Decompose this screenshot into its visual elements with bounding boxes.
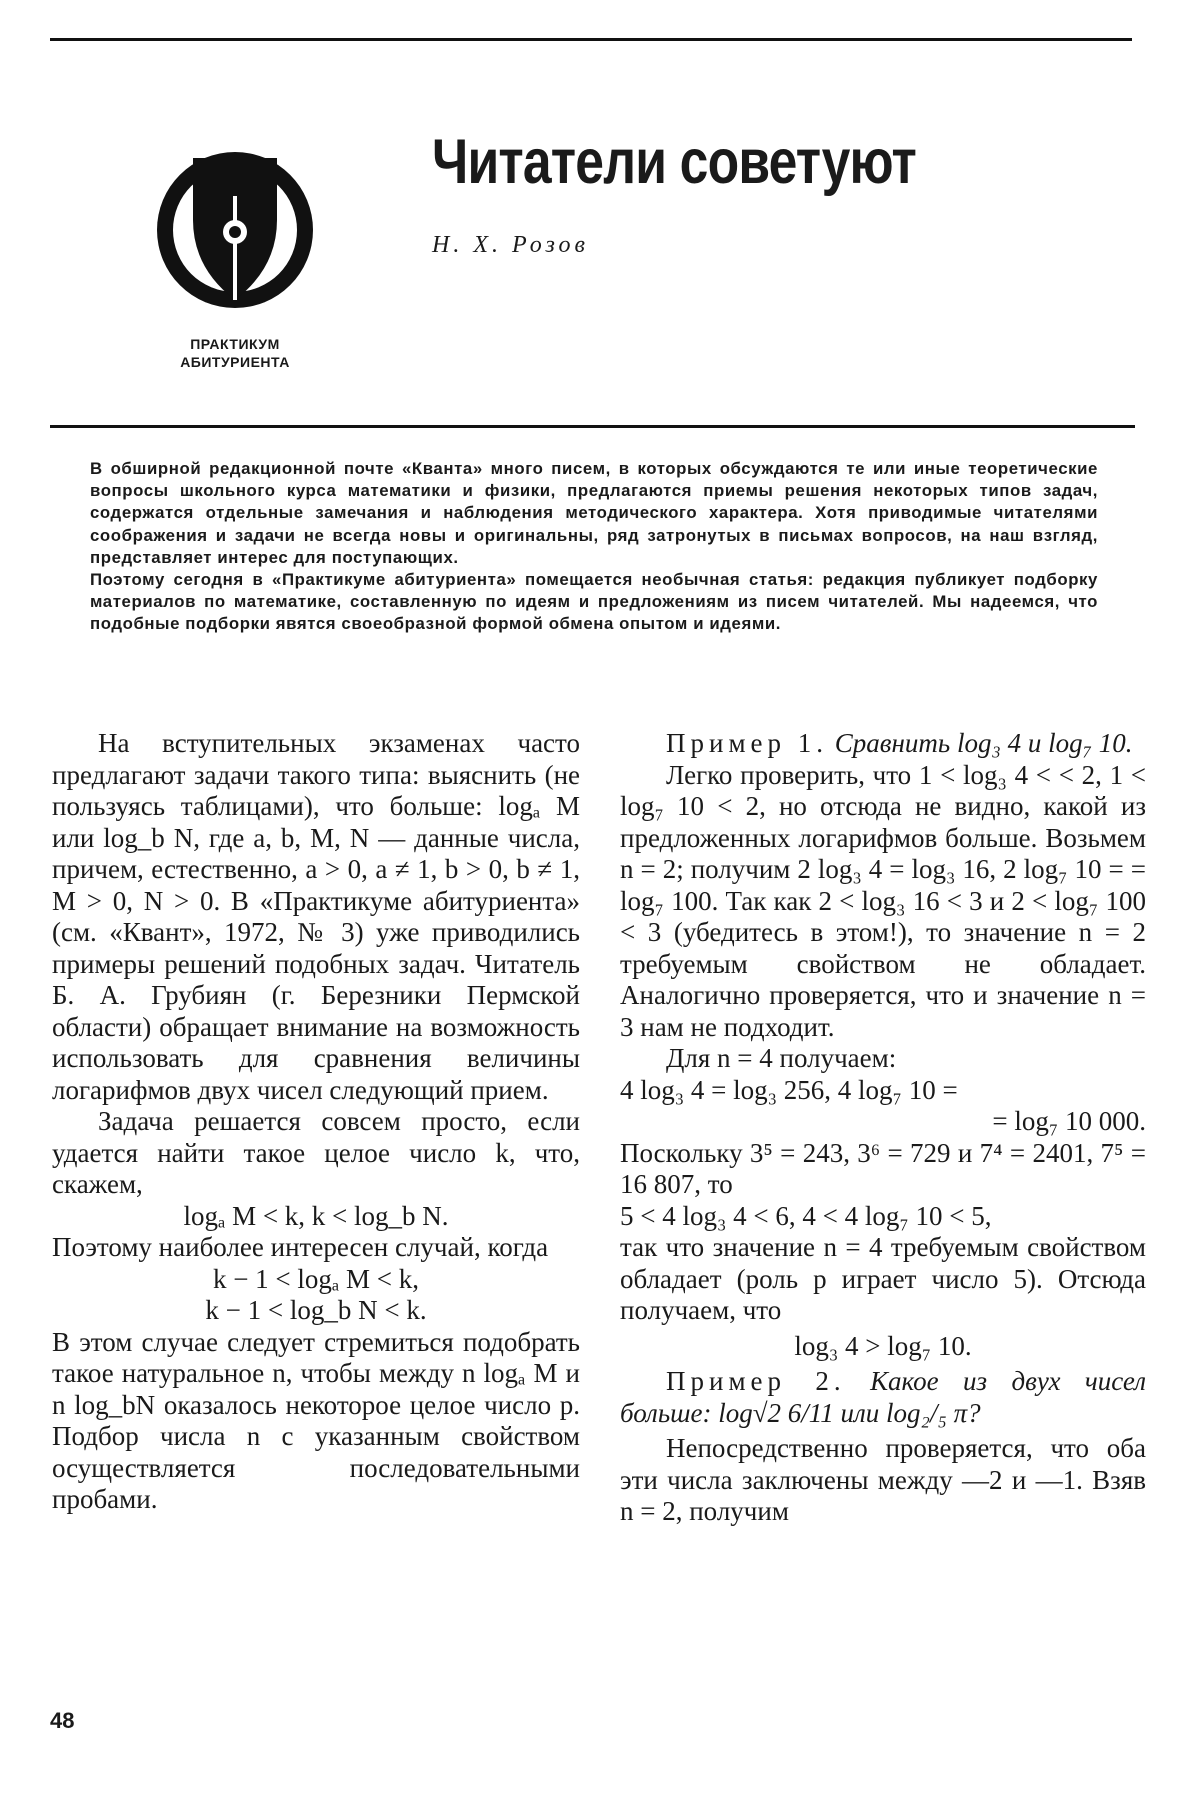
left-formula-3: k − 1 < log_b N < k. (205, 1295, 427, 1325)
editorial-intro (90, 458, 1098, 636)
left-paragraph-2: Задача решается совсем просто, если удается найти такое целое число k, что, скажем, (52, 1106, 580, 1199)
example-2-heading: Пример 2. (666, 1366, 846, 1396)
intro-paragraph-1: В обширной редакционной почте «Кванта» много писем, в которых обсуждаются те или иные теоретические вопросы школьного курса математики и физики, предлагаются приемы решения некоторых типов задач, содержатся отдельные замечания и наблюдения методического характера. Хотя приводимые читателями соображения и задачи не всегда новы и оригинальны, ряд затронутых в письмах вопросов, на наш взгляд, представляет интерес для поступающих. (90, 459, 1098, 567)
logo-caption-line1: ПРАКТИКУМ (190, 336, 280, 352)
header-rule (50, 425, 1135, 428)
right-formula-1a: 4 log₃ 4 = log₃ 256, 4 log₇ 10 = (620, 1074, 958, 1105)
left-paragraph-4: В этом случае следует стремиться подобрать такое натуральное n, чтобы между n logₐ M и n log_bN оказалось некоторое целое число p. Подбор числа n с указанным свойством осуществляется последовательными пробами. (52, 1326, 580, 1514)
page-number: 48 (50, 1708, 75, 1733)
example-1-heading: Пример 1. (666, 728, 829, 758)
left-formula-2: k − 1 < logₐ M < k, (212, 1263, 420, 1294)
right-paragraph-4: так что значение n = 4 требуемым свойством обладает (роль p играет число 5). Отсюда получаем, что (620, 1232, 1146, 1325)
right-formula-2: 5 < 4 log₃ 4 < 6, 4 < 4 log₇ 10 < 5, (620, 1200, 992, 1231)
right-paragraph-5: Непосредственно проверяется, что оба эти числа заключены между —2 и —1. Взяв n = 2, получим (620, 1433, 1146, 1526)
right-formula-1b: = log₇ 10 000. (992, 1106, 1146, 1136)
example-1-statement (620, 728, 1146, 760)
right-formula-3: log₃ 4 > log₇ 10. (794, 1330, 972, 1361)
right-paragraph-1: Легко проверить, что 1 < log₃ 4 < < 2, 1 < log₇ 10 < 2, но отсюда не видно, какой из предложенных логарифмов больше. Возьмем n = 2; получим 2 log₃ 4 = log₃ 16, 2 log₇ 10 = = log₇ 100. Так как 2 < log₃ 16 < 3 и 2 < log₇ 100 < 3 (убедитесь в этом!), то значение n = 2 требуемым свойством не обладает. Аналогично проверяется, что и значение n = 3 нам не подходит. (620, 759, 1146, 1042)
section-logo-caption (150, 335, 320, 371)
intro-paragraph-2: Поэтому сегодня в «Практикуме абитуриента» помещается необычная статья: редакция публикует подборку материалов по математике, составленную по идеям и предложениям из писем читателей. Мы надеемся, что подобные подборки явятся своеобразной формой обмена опытом и идеями. (90, 570, 1098, 634)
example-1-task: Сравнить log₃ 4 и log₇ 10. (834, 728, 1133, 758)
logo-caption-line2: АБИТУРИЕНТА (180, 354, 290, 370)
article-author: Н. Х. Розов (432, 232, 589, 258)
left-paragraph-1: На вступительных экзаменах часто предлагают задачи такого типа: выяснить (не пользуясь таблицами), что больше: logₐ M или log_b N, где a, b, M, N — данные числа, причем, естественно, a > 0, a ≠ 1, b > 0, b ≠ 1, M > 0, N > 0. В «Практикуме абитуриента» (см. «Квант», 1972, № 3) уже приводились примеры решений подобных задач. Читатель Б. А. Грубиян (г. Березники Пермской области) обращает внимание на возможность использовать для сравнения величины логарифмов двух чисел следующий прием. (52, 728, 580, 1105)
top-rule (50, 38, 1132, 41)
left-paragraph-3: Поэтому наиболее интересен случай, когда (52, 1232, 549, 1262)
article-title: Читатели советуют (432, 127, 916, 197)
left-formula-1: logₐ M < k, k < log_b N. (183, 1200, 449, 1231)
right-column (620, 728, 1146, 1528)
right-paragraph-3: Поскольку 3⁵ = 243, 3⁶ = 729 и 7⁴ = 2401, 7⁵ = 16 807, то (620, 1137, 1146, 1199)
left-column (52, 728, 580, 1516)
example-2-statement (620, 1366, 1146, 1429)
pen-nib-emblem-icon (155, 150, 315, 310)
right-paragraph-2: Для n = 4 получаем: (666, 1043, 897, 1073)
example-2-task: Какое из двух чисел больше: log√2 6/11 или log₂/₅ π? (620, 1366, 1146, 1428)
